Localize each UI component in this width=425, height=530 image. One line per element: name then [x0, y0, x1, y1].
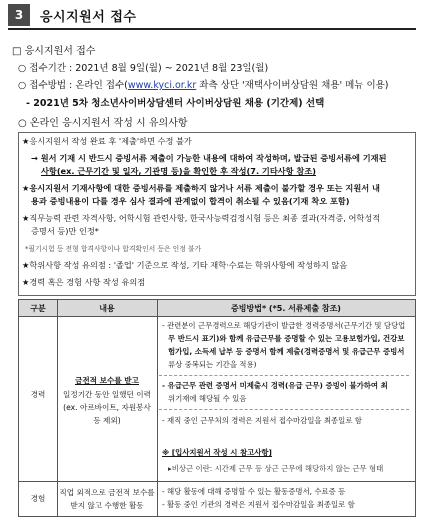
note-line: 용과 증빙내용이 다를 경우 심사 결과에 관계없이 합격이 취소될 수 있음(기재 착오 포함) — [31, 196, 350, 206]
note-line: ★응시지원서 기재사항에 대한 증빙서류를 제출하지 않거나 서류 제출이 불가할 경우 또는 지원서 내 — [22, 183, 380, 193]
section-header — [8, 4, 416, 26]
career-proof-line: - 유급근무 관련 증명서 미제출시 경력(유급 근무) 증빙이 불가하여 최 — [162, 381, 388, 390]
career-table — [18, 299, 416, 517]
dashed-divider — [159, 409, 409, 410]
career-proof-line: - 관련분이 근무경력으로 해당기관이 발급한 경력증명서(근무기간 및 담당업 — [162, 321, 406, 330]
note-line: → 원서 기재 시 반드시 증빙서류 제출이 가능한 내용에 대하여 작성하며, 발급된 증빙서류에 기재된 — [31, 153, 387, 163]
selection-item: - 2021년 5차 청소년사이버상담센터 사이버상담원 채용 (기간제) 선택 — [26, 98, 325, 109]
career-content-line: 등 제외) — [93, 416, 121, 425]
career-content-line: (ex. 아르바이트, 자원봉사 — [63, 403, 151, 412]
header-underline — [8, 28, 416, 30]
experience-proof-line: - 활동 중인 기관의 경력은 지원서 접수마감일을 최종일로 함 — [162, 500, 355, 509]
career-proof-line: 류상 중복되는 기간을 적용) — [168, 360, 257, 369]
career-content-line: 일정기간 동안 일했던 이력 — [63, 390, 151, 399]
note-line: ★직무능력 관련 자격사항, 어학시험 관련사항, 한국사능력검정시험 등은 최종 결과(자격증, 어학성적 — [22, 213, 381, 223]
notes-title: ○ 온라인 응시지원서 작성 시 유의사항 — [18, 118, 188, 129]
subsection-title: □ 응시지원서 접수 — [12, 46, 96, 57]
header-content: 내용 — [57, 300, 157, 316]
column-divider — [157, 300, 158, 516]
website-link[interactable]: www.kyci.or.kr — [127, 80, 197, 91]
career-proof-line: ▸비상근 이란: 시간제 근무 등 상근 근무에 해당하지 않는 근무 형태 — [168, 464, 384, 473]
row-label-experience: 경험 — [30, 494, 46, 503]
career-proof-line: - 재직 중인 근무처의 경력은 지원서 접수마감일을 최종일로 함 — [162, 416, 362, 425]
method-prefix: ○ 접수방법 : 온라인 접수( — [18, 80, 128, 91]
career-proof-line: 무 반드시 표기)와 함께 유급근무를 증명할 수 있는 고용보험가입, 건강보 — [168, 334, 405, 343]
note-line: 증명서 등)만 인정* — [31, 226, 99, 236]
career-proof-line: 험가입, 소득세 납부 등 증명서 함께 제출(경력증명서 및 유급근무 증빙서 — [168, 347, 405, 356]
experience-proof-line: - 해당 활동에 대해 증명할 수 있는 활동증명서, 수료증 등 — [162, 487, 346, 496]
career-proof-line: 위기재에 해당될 수 있음 — [168, 394, 247, 403]
note-line: 사항(ex. 근무기간 및 일자, 기관명 등)을 확인한 후 작성(7. 기타사항 참조) — [41, 166, 316, 176]
method-suffix: 좌측 상단 '재택사이버상담원 채용' 메뉴 이용) — [196, 80, 389, 91]
career-content-title: 금전적 보수를 받고 — [75, 376, 139, 385]
header-category: 구분 — [19, 300, 57, 316]
note-line: ★응시지원서 작성 완료 후 '제출'하면 수정 불가 — [22, 136, 192, 146]
notes-box — [18, 132, 416, 296]
section-title: 응시지원서 접수 — [40, 10, 137, 25]
note-line: *필기시험 등 전형 합격사항이나 합격확인서 등은 인정 불가 — [25, 245, 202, 253]
dashed-divider — [159, 375, 409, 376]
application-method — [18, 77, 389, 91]
header-proof: 증빙방법* (*5. 서류제출 참조) — [157, 300, 415, 316]
career-proof-note-title: ※ [입사지원서 작성 시 참고사항] — [162, 448, 272, 457]
note-line: ★경력 혹은 경험 사항 작성 유의점 — [22, 277, 146, 287]
application-period: ○ 접수기간 : 2021년 8월 9일(월) ~ 2021년 8월 23일(월) — [18, 63, 269, 74]
row-label-career: 경력 — [30, 390, 46, 399]
experience-content-line: 직업 외적으로 금전적 보수를 — [59, 488, 155, 497]
section-number: 3 — [8, 4, 30, 26]
note-line: ★학위사항 작성 유의점 : '졸업' 기준으로 작성, 기타 재학·수료는 학위사항에 작성하지 않음 — [22, 260, 348, 270]
row-divider — [19, 316, 415, 317]
row-divider — [19, 481, 415, 482]
experience-content-line: 받지 않고 수행한 활동 — [70, 501, 144, 510]
